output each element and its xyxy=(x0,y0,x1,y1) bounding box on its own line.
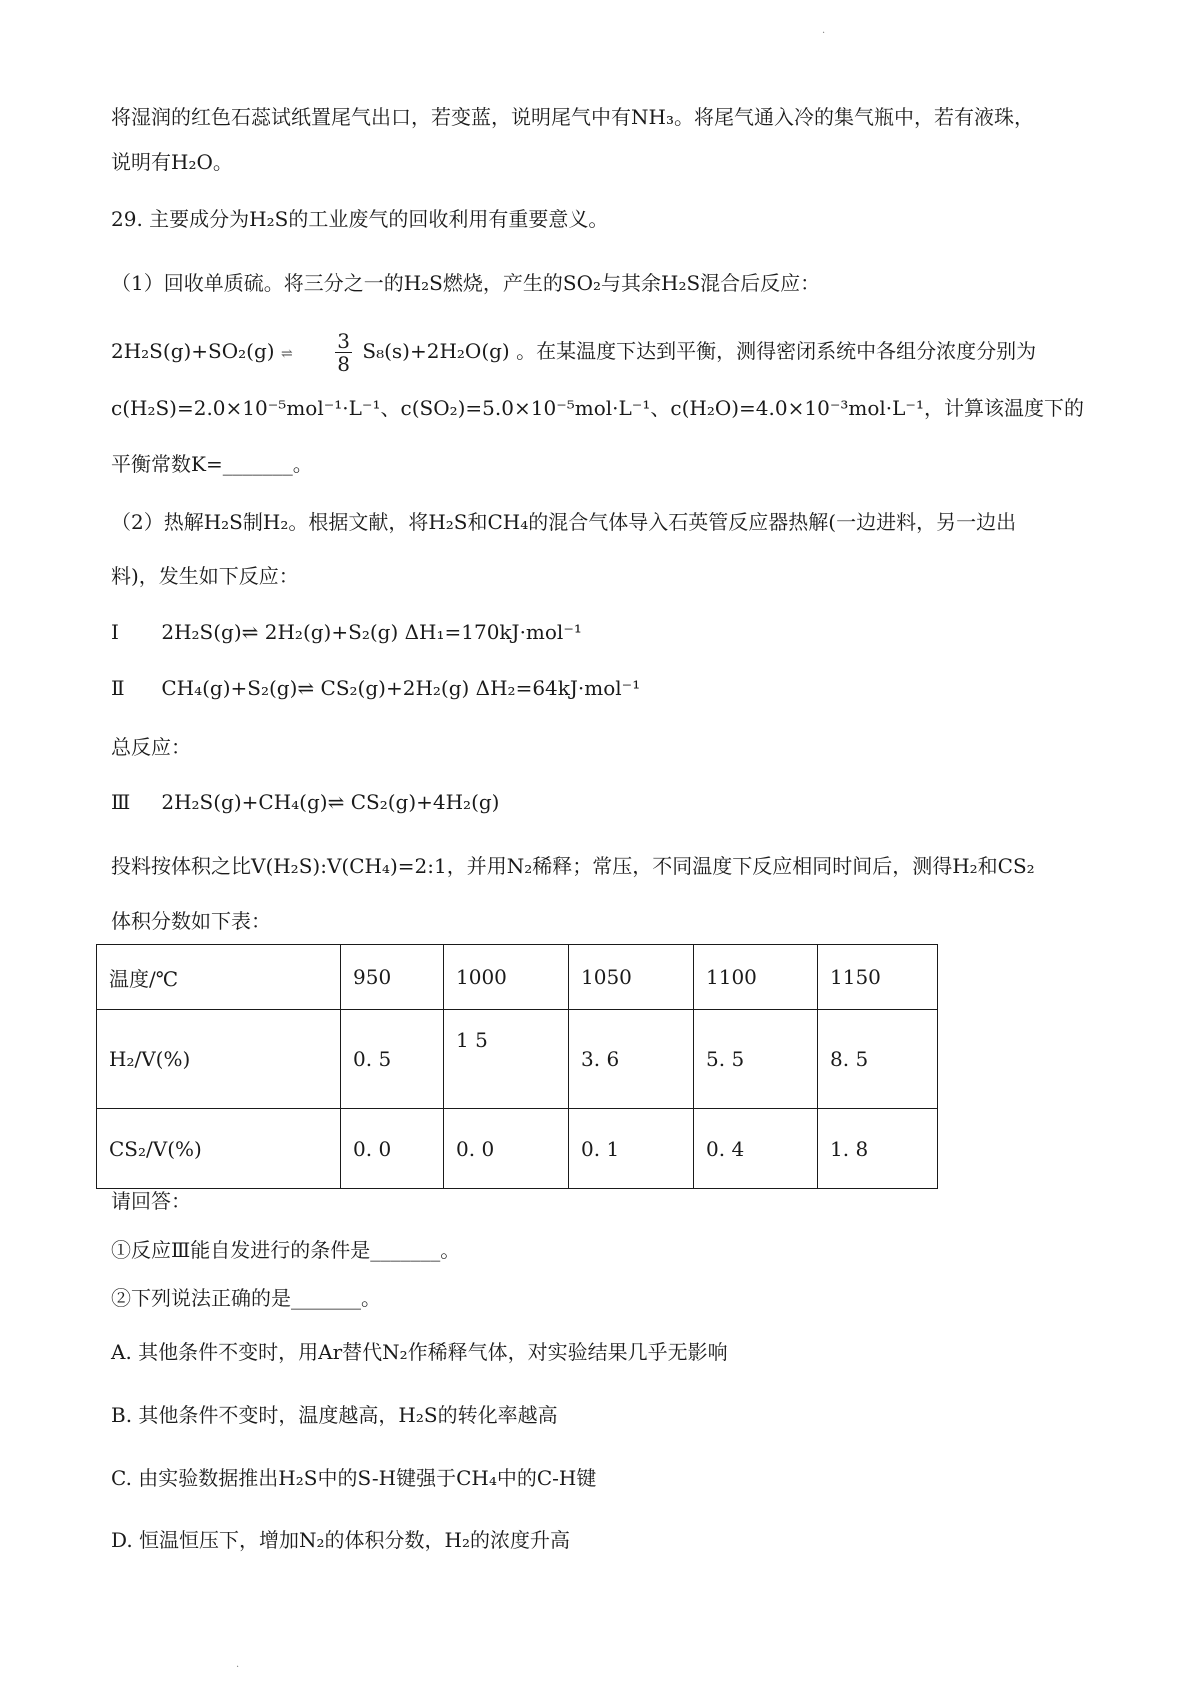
part1-equation xyxy=(111,330,1036,375)
table-cell: 1 5 xyxy=(444,1010,569,1109)
data-table xyxy=(96,944,938,1189)
table-header-row xyxy=(97,945,938,1010)
table-cell: 温度/℃ xyxy=(97,945,341,1010)
stray-dot-bottom: · xyxy=(236,1662,240,1673)
stray-dot-top: · xyxy=(822,28,826,39)
table-cell: 1. 8 xyxy=(818,1109,938,1189)
table-cell: 0. 1 xyxy=(569,1109,694,1189)
intro-line-1: 将湿润的红色石蕊试纸置尾气出口，若变蓝，说明尾气中有NH₃。将尾气通入冷的集气瓶中，若有液珠， xyxy=(111,105,1034,129)
reaction-1-equation: 2H₂S(g)⇌ 2H₂(g)+S₂(g) ΔH₁=170kJ·mol⁻¹ xyxy=(161,620,582,644)
total-reaction-label: 总反应： xyxy=(111,735,191,759)
table-cell: 1000 xyxy=(444,945,569,1010)
equilibrium-arrow-icon: ⇌ xyxy=(280,346,294,362)
sub-question-1: ①反应Ⅲ能自发进行的条件是_______。 xyxy=(111,1238,461,1262)
option-d: D. 恒温恒压下，增加N₂的体积分数，H₂的浓度升高 xyxy=(111,1528,571,1552)
table-cell: 1050 xyxy=(569,945,694,1010)
table-cell: H₂/V(%) xyxy=(97,1010,341,1109)
sub-question-2: ②下列说法正确的是_______。 xyxy=(111,1286,381,1310)
equilibrium-constant-question: 平衡常数K=_______。 xyxy=(111,452,313,476)
fraction-three-eighths xyxy=(335,330,352,375)
reaction-1 xyxy=(111,617,582,647)
concentration-line: c(H₂S)=2.0×10⁻⁵mol⁻¹·L⁻¹、c(SO₂)=5.0×10⁻⁵mol·L⁻¹、c(H₂O)=4.0×10⁻³mol·L⁻¹，计算该温度下的 xyxy=(111,396,1085,420)
table-caption: 体积分数如下表： xyxy=(111,909,271,933)
reaction-2 xyxy=(111,673,640,703)
option-c: C. 由实验数据推出H₂S中的S-H键强于CH₄中的C-H键 xyxy=(111,1466,597,1490)
table-cell: 1150 xyxy=(818,945,938,1010)
part1-intro: （1）回收单质硫。将三分之一的H₂S燃烧，产生的SO₂与其余H₂S混合后反应： xyxy=(111,271,821,295)
intro-line-2: 说明有H₂O。 xyxy=(111,150,233,174)
table-cell: 0. 4 xyxy=(694,1109,818,1189)
reaction-3 xyxy=(111,787,499,817)
option-a: A. 其他条件不变时，用Ar替代N₂作稀释气体，对实验结果几乎无影响 xyxy=(111,1340,728,1364)
table-cell: 0. 0 xyxy=(341,1109,444,1189)
reaction-2-label: Ⅱ xyxy=(111,676,125,700)
reaction-2-equation: CH₄(g)+S₂(g)⇌ CS₂(g)+2H₂(g) ΔH₂=64kJ·mol⁻¹ xyxy=(161,676,641,700)
reaction-1-label: Ⅰ xyxy=(111,620,119,644)
part2-intro-line-1: （2）热解H₂S制H₂。根据文献，将H₂S和CH₄的混合气体导入石英管反应器热解(一边进料，另一边出 xyxy=(111,510,1017,534)
answer-prompt: 请回答： xyxy=(111,1189,191,1213)
table-cell: CS₂/V(%) xyxy=(97,1109,341,1189)
table-cell: 950 xyxy=(341,945,444,1010)
option-b: B. 其他条件不变时，温度越高，H₂S的转化率越高 xyxy=(111,1403,558,1427)
table-row xyxy=(97,1010,938,1109)
question-stem: 29. 主要成分为H₂S的工业废气的回收利用有重要意义。 xyxy=(111,207,609,231)
feed-ratio-line: 投料按体积之比V(H₂S):V(CH₄)=2:1，并用N₂稀释；常压，不同温度下反应相同时间后，测得H₂和CS₂ xyxy=(111,854,1035,878)
table-cell: 3. 6 xyxy=(569,1010,694,1109)
part2-intro-line-2: 料)，发生如下反应： xyxy=(111,564,299,588)
table-cell: 8. 5 xyxy=(818,1010,938,1109)
fraction-numerator: 3 xyxy=(337,329,351,353)
equation-tail: 。在某温度下达到平衡，测得密闭系统中各组分浓度分别为 xyxy=(516,339,1037,363)
equation-left: 2H₂S(g)+SO₂(g) xyxy=(111,339,275,363)
reaction-3-label: Ⅲ xyxy=(111,790,131,814)
reaction-3-equation: 2H₂S(g)+CH₄(g)⇌ CS₂(g)+4H₂(g) xyxy=(161,790,500,814)
fraction-denominator: 8 xyxy=(337,352,351,376)
equation-right: S₈(s)+2H₂O(g) xyxy=(362,339,510,363)
table-cell: 0. 0 xyxy=(444,1109,569,1189)
table-cell: 1100 xyxy=(694,945,818,1010)
table-row xyxy=(97,1109,938,1189)
table-cell: 5. 5 xyxy=(694,1010,818,1109)
table-cell: 0. 5 xyxy=(341,1010,444,1109)
